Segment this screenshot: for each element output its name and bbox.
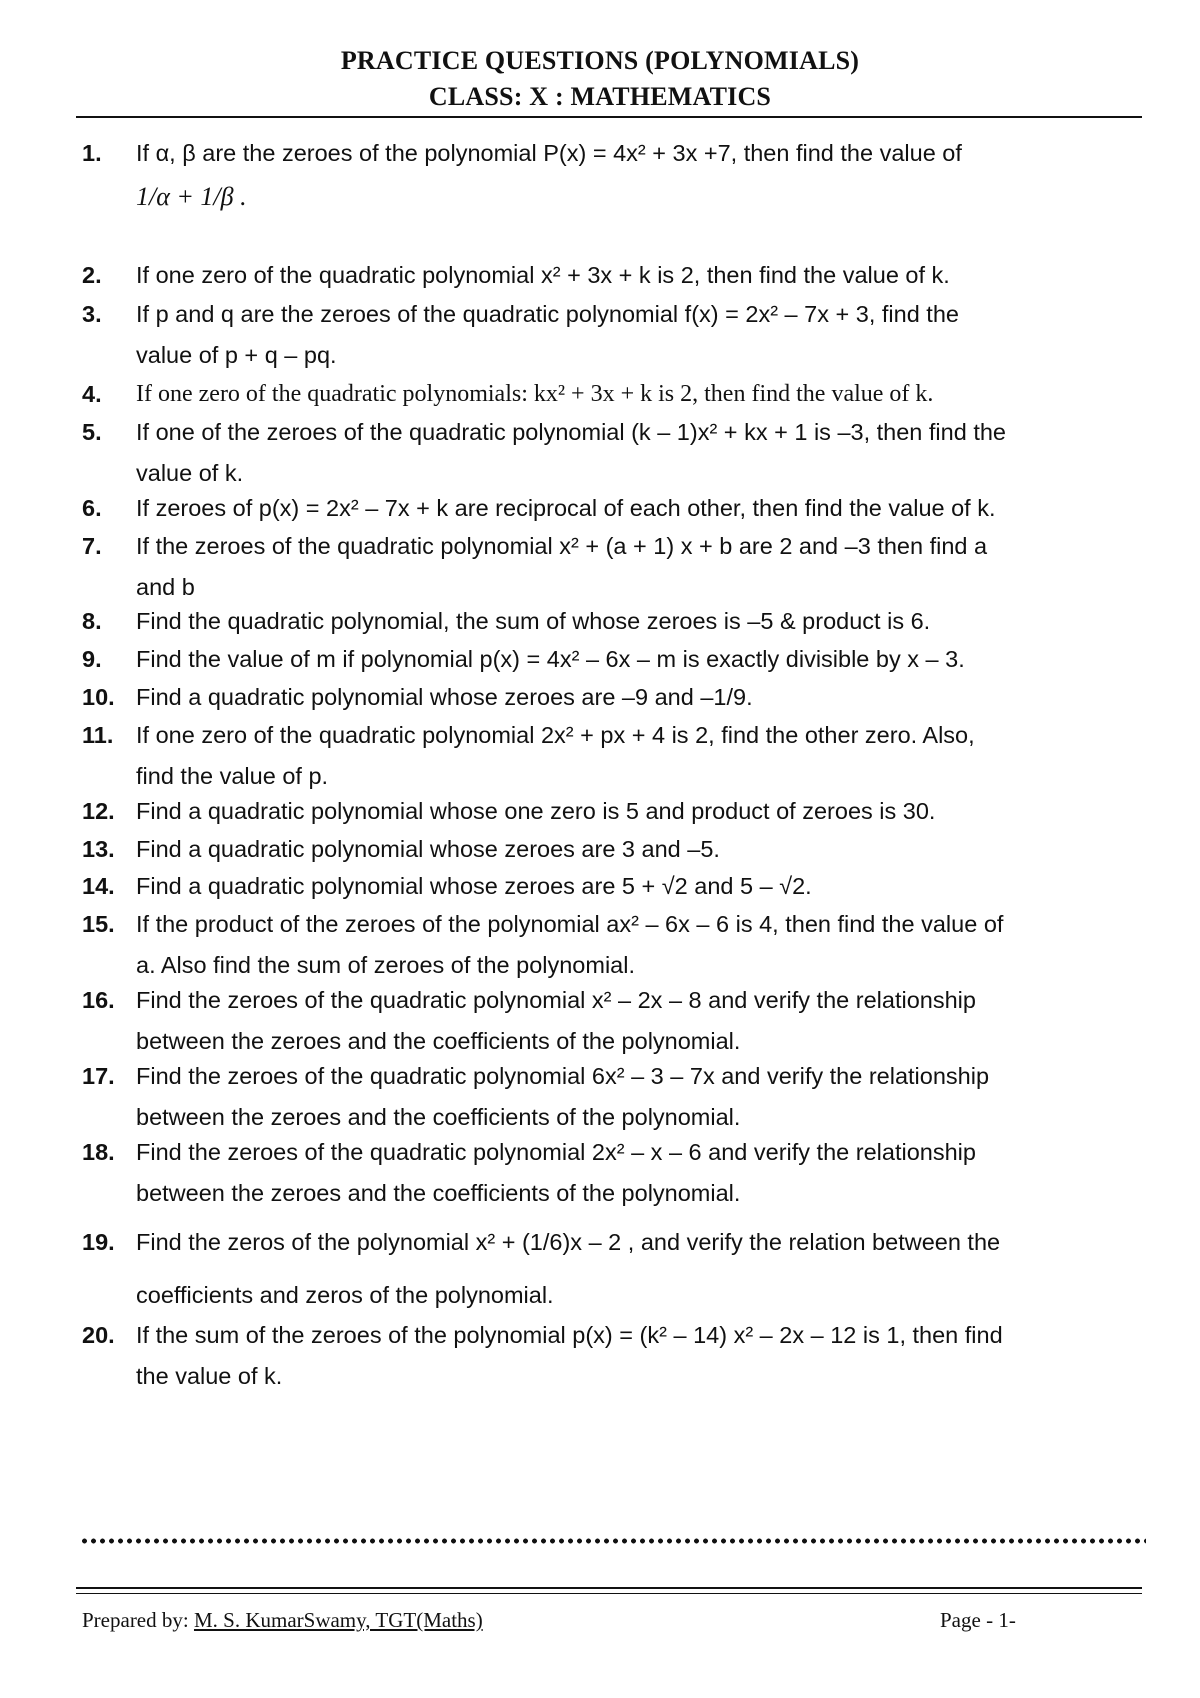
question-number: 1. [82, 140, 102, 166]
header-divider [76, 116, 1142, 118]
question-text [136, 715, 1146, 797]
prepared-by-label: Prepared by: [82, 1608, 189, 1632]
question-number: 10. [82, 684, 115, 710]
question-line-2: value of k. [136, 460, 244, 486]
question-number: 5. [82, 419, 102, 445]
question-text: Find the value of m if polynomial p(x) = 4x² – 6x – m is exactly divisible by x – 3. [136, 646, 965, 672]
question-line-2: value of p + q – pq. [136, 342, 337, 368]
question-number: 11. [82, 722, 114, 748]
question-line-1: If the product of the zeroes of the polynomial ax² – 6x – 6 is 4, then find the value of [136, 911, 1004, 937]
question-number: 17. [82, 1063, 115, 1089]
page-subtitle: CLASS: X : MATHEMATICS [428, 82, 772, 111]
dotted-separator [80, 1538, 1146, 1544]
question-text: If α, β are the zeroes of the polynomial P(x) = 4x² + 3x +7, then find the value of [136, 140, 962, 166]
question-text [136, 526, 1146, 608]
question-line-1: Find the zeroes of the quadratic polynomial 2x² – x – 6 and verify the relationship [136, 1139, 976, 1165]
question-number: 7. [82, 533, 102, 559]
question-number: 15. [82, 911, 115, 937]
question-text: Find the quadratic polynomial, the sum of whose zeroes is –5 & product is 6. [136, 608, 931, 634]
question-number: 16. [82, 987, 115, 1013]
question-number: 13. [82, 836, 115, 862]
question-number: 14. [82, 873, 115, 899]
page-number: Page - 1- [940, 1608, 1016, 1632]
question-text: Find a quadratic polynomial whose zeroes are 5 + √2 and 5 – √2. [136, 873, 812, 899]
question-line-1: Find the zeros of the polynomial x² + (1/6)x – 2 , and verify the relation between the [136, 1229, 1001, 1255]
question-text: Find a quadratic polynomial whose zeroes are –9 and –1/9. [136, 684, 753, 710]
question-text [136, 1132, 1146, 1214]
question-line-2: the value of k. [136, 1363, 283, 1389]
footer-divider [76, 1587, 1142, 1589]
question-number: 8. [82, 608, 102, 634]
question-number: 18. [82, 1139, 115, 1165]
footer-divider-thin [76, 1593, 1142, 1594]
question-text: If one zero of the quadratic polynomial x² + 3x + k is 2, then find the value of k. [136, 262, 950, 288]
question-text: Find a quadratic polynomial whose one zero is 5 and product of zeroes is 30. [136, 798, 936, 824]
question-text [136, 904, 1146, 986]
question-text [136, 294, 1146, 376]
question-line-1: If the sum of the zeroes of the polynomial p(x) = (k² – 14) x² – 2x – 12 is 1, then find [136, 1322, 1003, 1348]
question-line-1: If p and q are the zeroes of the quadratic polynomial f(x) = 2x² – 7x + 3, find the [136, 301, 959, 327]
question-line-1: Find the zeroes of the quadratic polynomial x² – 2x – 8 and verify the relationship [136, 987, 976, 1013]
question-line-2: find the value of p. [136, 763, 329, 789]
question-number: 4. [82, 381, 102, 407]
question-line-2: between the zeroes and the coefficients of the polynomial. [136, 1028, 741, 1054]
question-number: 9. [82, 646, 102, 672]
question-number: 3. [82, 301, 102, 327]
question-text [136, 1222, 1146, 1316]
question-text [136, 1056, 1146, 1138]
question-line-2: between the zeroes and the coefficients of the polynomial. [136, 1104, 741, 1130]
question-line-2: between the zeroes and the coefficients of the polynomial. [136, 1180, 741, 1206]
question-text [136, 980, 1146, 1062]
author-name: M. S. KumarSwamy, TGT(Maths) [193, 1608, 483, 1632]
question-number: 12. [82, 798, 115, 824]
question-text: Find a quadratic polynomial whose zeroes are 3 and –5. [136, 836, 720, 862]
page-title: PRACTICE QUESTIONS (POLYNOMIALS) [340, 46, 860, 75]
footer-credit [82, 1608, 483, 1633]
question-line-2: coefficients and zeros of the polynomial. [136, 1282, 554, 1308]
question-line-2: and b [136, 574, 195, 600]
question-line-1: If the zeroes of the quadratic polynomial x² + (a + 1) x + b are 2 and –3 then find a [136, 533, 988, 559]
question-line-1: If one of the zeroes of the quadratic polynomial (k – 1)x² + kx + 1 is –3, then find the [136, 419, 1006, 445]
question-line-1: If one zero of the quadratic polynomial 2x² + px + 4 is 2, find the other zero. Also, [136, 722, 975, 748]
question-text [136, 412, 1146, 494]
question-line-1: Find the zeroes of the quadratic polynomial 6x² – 3 – 7x and verify the relationship [136, 1063, 990, 1089]
question-number: 19. [82, 1229, 115, 1255]
question-line-2: a. Also find the sum of zeroes of the polynomial. [136, 952, 635, 978]
question-text: If zeroes of p(x) = 2x² – 7x + k are reciprocal of each other, then find the value of k. [136, 495, 996, 521]
question-number: 6. [82, 495, 102, 521]
question-text: If one zero of the quadratic polynomials: kx² + 3x + k is 2, then find the value of k. [136, 381, 934, 407]
question-number: 2. [82, 262, 102, 288]
question-text [136, 1315, 1146, 1397]
question-number: 20. [82, 1322, 115, 1348]
question-expression-text: 1/α + 1/β . [136, 182, 247, 211]
